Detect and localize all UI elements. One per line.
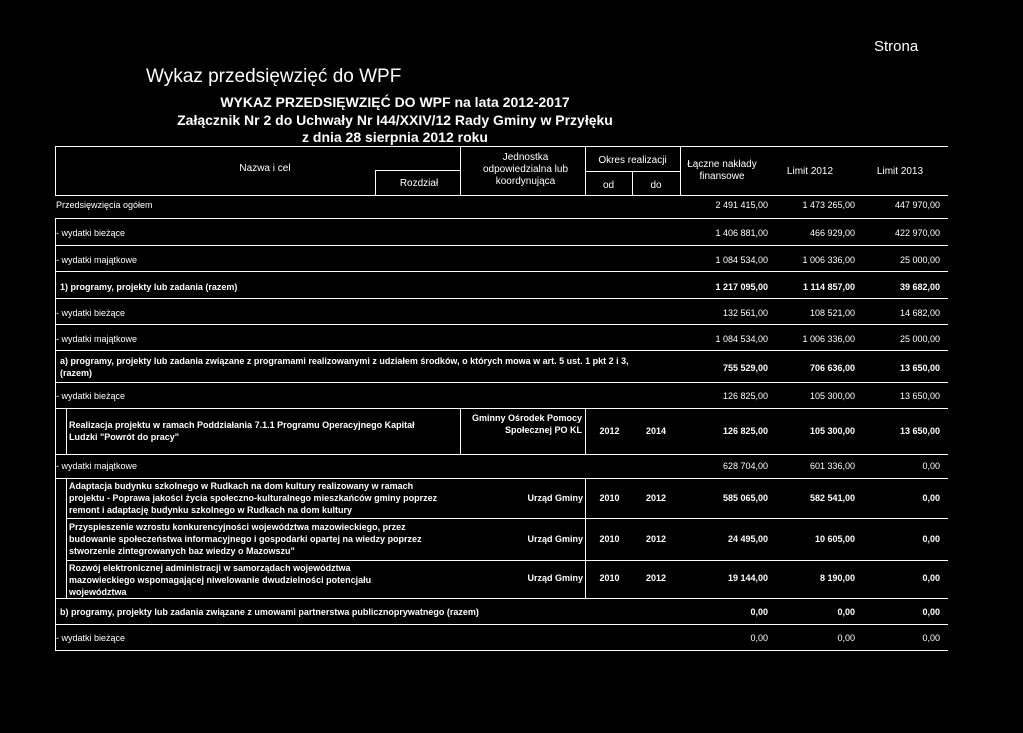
row-limit-2013: 13 650,00: [899, 426, 940, 436]
row-total: 19 144,00: [727, 573, 768, 583]
project-to: 2012: [645, 493, 667, 503]
row-total: 1 217 095,00: [715, 282, 768, 292]
project-unit: Urząd Gminy: [527, 573, 583, 583]
project-from: 2010: [599, 573, 620, 583]
row-limit-2012: 1 006 336,00: [802, 255, 855, 265]
project-to: 2012: [645, 573, 667, 583]
column-from: od: [602, 180, 615, 191]
column-limit-2012: Limit 2012: [786, 166, 834, 177]
row-limit-2012: 601 336,00: [809, 461, 855, 471]
row-total: 755 529,00: [722, 363, 768, 373]
row-label: - wydatki majątkowe: [56, 334, 138, 344]
project-unit: Gminny Ośrodek Pomocy Społecznej PO KL: [471, 413, 582, 435]
column-chapter: Rozdział: [399, 178, 439, 189]
row-label: a) programy, projekty lub zadania związane z programami realizowanymi z udziałem środków, o których mowa w art. 5 ust. 1 pkt 2 i 3, (razem): [60, 356, 629, 378]
project-unit: Urząd Gminy: [527, 493, 583, 503]
column-name: Nazwa i cel: [239, 163, 291, 174]
row-limit-2012: 0,00: [837, 607, 855, 617]
row-total: 1 084 534,00: [715, 255, 768, 265]
row-limit-2013: 25 000,00: [899, 255, 940, 265]
row-limit-2013: 447 970,00: [894, 200, 940, 210]
row-label: - wydatki majątkowe: [56, 255, 138, 265]
row-label: - wydatki bieżące: [56, 391, 126, 401]
project-from: 2010: [599, 493, 620, 503]
row-limit-2013: 0,00: [922, 534, 940, 544]
project-name: Rozwój elektronicznej administracji w samorządach województwa mazowieckiego wspomagającej niwelowanie dwudzielności potencjału województwa: [69, 563, 372, 597]
row-total: 24 495,00: [727, 534, 768, 544]
row-limit-2013: 0,00: [922, 607, 940, 617]
column-to: do: [650, 180, 662, 191]
row-limit-2013: 0,00: [922, 461, 940, 471]
row-total: 628 704,00: [722, 461, 768, 471]
project-from: 2012: [599, 426, 620, 436]
row-total: 126 825,00: [722, 426, 768, 436]
document-date: z dnia 28 sierpnia 2012 roku: [302, 129, 488, 145]
project-unit: Urząd Gminy: [527, 534, 583, 544]
document-title: WYKAZ PRZEDSIĘWZIĘĆ DO WPF na lata 2012-2017: [220, 94, 570, 110]
project-to: 2014: [645, 426, 667, 436]
row-limit-2013: 0,00: [922, 573, 940, 583]
row-limit-2012: 582 541,00: [809, 493, 855, 503]
page-title: Wykaz przedsięwzięć do WPF: [146, 66, 402, 87]
row-total: 1 084 534,00: [715, 334, 768, 344]
column-unit: Jednostka odpowiedzialna lub koordynująca: [482, 152, 569, 187]
row-label: b) programy, projekty lub zadania związane z umowami partnerstwa publicznoprywatnego (razem): [60, 607, 479, 617]
row-limit-2013: 0,00: [922, 493, 940, 503]
row-limit-2013: 13 650,00: [899, 391, 940, 401]
row-limit-2012: 0,00: [837, 633, 855, 643]
column-period: Okres realizacji: [598, 155, 667, 166]
column-limit-2013: Limit 2013: [876, 166, 924, 177]
row-total: 2 491 415,00: [715, 200, 768, 210]
project-from: 2010: [599, 534, 620, 544]
row-limit-2012: 1 473 265,00: [802, 200, 855, 210]
row-limit-2012: 1 114 857,00: [802, 282, 855, 292]
row-total: 0,00: [750, 633, 768, 643]
row-limit-2013: 13 650,00: [899, 363, 940, 373]
document-annex: Załącznik Nr 2 do Uchwały Nr I44/XXIV/12 Rady Gminy w Przyłęku: [177, 112, 613, 128]
row-label: - wydatki bieżące: [56, 228, 126, 238]
row-limit-2013: 422 970,00: [894, 228, 940, 238]
row-limit-2013: 39 682,00: [899, 282, 940, 292]
row-total: 132 561,00: [722, 308, 768, 318]
row-label: 1) programy, projekty lub zadania (razem): [60, 282, 238, 292]
row-limit-2012: 1 006 336,00: [802, 334, 855, 344]
project-to: 2012: [645, 534, 667, 544]
project-name: Adaptacja budynku szkolnego w Rudkach na dom kultury realizowany w ramach projektu - Poprawa jakości życia społeczno-kulturalnego mieszkańców gminy poprzez remont i adaptację budynku szkolnego w Rudkach na dom kultury: [69, 481, 438, 515]
row-total: 1 406 881,00: [715, 228, 768, 238]
row-label: - wydatki bieżące: [56, 308, 126, 318]
row-limit-2012: 105 300,00: [809, 426, 855, 436]
row-limit-2012: 8 190,00: [819, 573, 855, 583]
row-limit-2012: 105 300,00: [809, 391, 855, 401]
project-name: Realizacja projektu w ramach Poddziałania 7.1.1 Programu Operacyjnego Kapitał Ludzki "Powrót do pracy": [69, 420, 415, 442]
row-limit-2013: 14 682,00: [899, 308, 940, 318]
row-label: Przedsięwzięcia ogółem: [56, 200, 153, 210]
row-limit-2012: 10 605,00: [814, 534, 855, 544]
row-limit-2013: 0,00: [922, 633, 940, 643]
row-limit-2012: 706 636,00: [809, 363, 855, 373]
page-label: Strona: [874, 38, 919, 55]
column-total: Łączne nakłady finansowe: [687, 159, 757, 182]
row-total: 0,00: [750, 607, 768, 617]
row-limit-2012: 108 521,00: [809, 308, 855, 318]
row-limit-2012: 466 929,00: [809, 228, 855, 238]
row-label: - wydatki bieżące: [56, 633, 126, 643]
row-total: 585 065,00: [722, 493, 768, 503]
project-name: Przyspieszenie wzrostu konkurencyjności województwa mazowieckiego, przez budowanie społeczeństwa informacyjnego i gospodarki opartej na wiedzy poprzez stworzenie zintegrowanych baz wiedzy o Mazowszu": [69, 522, 422, 556]
row-limit-2013: 25 000,00: [899, 334, 940, 344]
row-label: - wydatki majątkowe: [56, 461, 138, 471]
row-total: 126 825,00: [722, 391, 768, 401]
